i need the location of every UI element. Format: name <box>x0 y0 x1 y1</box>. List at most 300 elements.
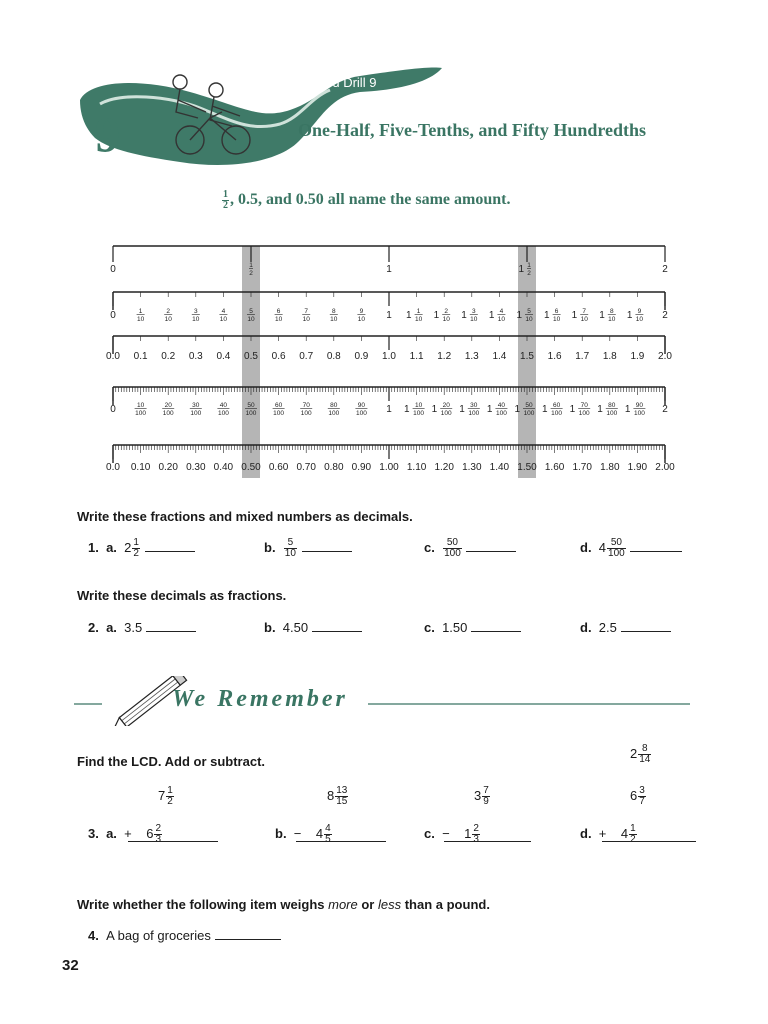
number-line-hundredths-fractions-label <box>135 402 147 417</box>
svg-text:1: 1 <box>416 308 421 315</box>
svg-text:0.3: 0.3 <box>188 351 203 362</box>
operator: + <box>124 825 132 841</box>
svg-text:100: 100 <box>328 410 340 417</box>
number-line-tenths-fractions-label <box>599 308 616 323</box>
svg-text:60: 60 <box>552 402 561 409</box>
number-line-tenths-decimals-label <box>575 351 589 362</box>
svg-text:1: 1 <box>461 310 467 321</box>
number-line-hundredths-fractions-label <box>162 402 174 417</box>
number-line-hundredths-decimals-label <box>131 462 151 473</box>
number-line-tenths-fractions-label <box>330 308 338 323</box>
svg-text:10: 10 <box>136 316 145 323</box>
svg-text:1.2: 1.2 <box>437 351 452 362</box>
svg-text:10: 10 <box>136 402 145 409</box>
svg-text:8: 8 <box>331 308 336 315</box>
number-line-hundredths-decimals-label <box>324 462 344 473</box>
svg-text:1: 1 <box>571 310 578 321</box>
answer-blank[interactable] <box>146 631 196 632</box>
number-line-tenths-fractions-label <box>489 308 506 323</box>
svg-text:1.6: 1.6 <box>547 351 562 362</box>
svg-text:2.00: 2.00 <box>655 462 675 473</box>
number-line-tenths-decimals-label <box>382 351 396 362</box>
svg-text:10: 10 <box>470 316 478 323</box>
sum-line <box>128 841 218 842</box>
svg-text:1: 1 <box>542 404 548 415</box>
svg-text:1: 1 <box>488 310 495 321</box>
problem-3d-bottom: d. + 4 $\frac{1}{2}$ <box>580 823 636 845</box>
svg-text:1.80: 1.80 <box>600 462 620 473</box>
number-line-hundredths-decimals-label <box>407 462 427 473</box>
svg-text:1.50: 1.50 <box>517 462 537 473</box>
fraction: $\frac{5}{10}$ <box>284 537 296 559</box>
svg-text:100: 100 <box>551 410 563 417</box>
number-line-hundredths-fractions-label <box>432 402 453 417</box>
number-line-tenths-decimals-label <box>492 351 506 362</box>
svg-text:100: 100 <box>523 410 535 417</box>
svg-text:10: 10 <box>635 316 644 323</box>
svg-text:2: 2 <box>444 308 449 315</box>
svg-text:20: 20 <box>442 402 450 409</box>
number-line-tenths-fractions-label <box>572 308 589 323</box>
number-line-hundredths-fractions-label <box>300 402 312 417</box>
item-label: c. <box>424 620 435 635</box>
number-line-hundredths-fractions-label <box>597 402 618 417</box>
item-label: c. <box>424 825 435 841</box>
svg-text:0.80: 0.80 <box>324 462 344 473</box>
number-line-hundredths-fractions-label <box>570 402 591 417</box>
number-line-tenths-fractions-label <box>110 310 116 321</box>
svg-text:100: 100 <box>633 410 645 417</box>
svg-text:100: 100 <box>190 410 202 417</box>
svg-text:0.2: 0.2 <box>161 351 176 362</box>
number-line-tenths-fractions-label <box>164 308 172 323</box>
svg-text:0.5: 0.5 <box>244 351 258 362</box>
svg-text:2.0: 2.0 <box>658 351 672 362</box>
svg-text:100: 100 <box>135 410 147 417</box>
number-line-hundredths-decimals-label <box>490 462 510 473</box>
item-label: d. <box>580 620 592 635</box>
svg-text:1: 1 <box>624 404 631 415</box>
svg-text:10: 10 <box>219 316 228 323</box>
svg-text:10: 10 <box>608 316 616 323</box>
problem-1b <box>264 538 352 559</box>
svg-text:8: 8 <box>609 308 614 315</box>
problem-number: 1. <box>88 539 99 555</box>
instruction-4: Write whether the following item weighs more or less than a pound. <box>77 897 490 912</box>
number-line-hundredths-decimals-label <box>462 462 482 473</box>
svg-text:40: 40 <box>497 402 506 409</box>
svg-text:1: 1 <box>514 404 520 415</box>
svg-text:1.00: 1.00 <box>379 462 399 473</box>
svg-text:60: 60 <box>274 402 283 409</box>
number-line-hundredths-decimals-label <box>106 462 120 473</box>
number-line-hundredths-fractions-label <box>386 404 392 415</box>
svg-text:1: 1 <box>386 310 392 321</box>
svg-text:2: 2 <box>662 264 668 275</box>
problem-2a <box>88 620 196 635</box>
problem-3d-extra <box>630 744 652 765</box>
svg-text:100: 100 <box>162 410 174 417</box>
svg-text:30: 30 <box>192 402 200 409</box>
svg-text:1: 1 <box>404 404 410 415</box>
svg-text:1: 1 <box>433 310 440 321</box>
svg-text:9: 9 <box>359 308 364 315</box>
problem-3a-bottom: 3. a. + 6 $\frac{2}{3}$ <box>88 823 161 845</box>
svg-text:10: 10 <box>247 316 255 323</box>
svg-text:0.8: 0.8 <box>326 351 341 362</box>
svg-text:0.1: 0.1 <box>133 351 148 362</box>
svg-text:1: 1 <box>406 310 412 321</box>
number-line-tenths-decimals-label <box>520 351 534 362</box>
sum-line <box>444 841 531 842</box>
svg-text:0.6: 0.6 <box>271 351 286 362</box>
number-line-tenths-decimals-label <box>244 351 258 362</box>
svg-text:1.70: 1.70 <box>572 462 592 473</box>
svg-text:1.90: 1.90 <box>627 462 648 473</box>
number-line-tenths-decimals-label <box>272 351 286 362</box>
speed-drill-label: Speed Drill 9 <box>302 75 377 90</box>
number-line-tenths-decimals-label <box>437 351 451 362</box>
svg-text:9: 9 <box>637 308 642 315</box>
decimal-value: 1.50 <box>442 620 468 635</box>
svg-text:1: 1 <box>386 264 392 275</box>
number-line-hundredths-fractions-label <box>542 402 563 417</box>
number-line-hundredths-decimals-label <box>434 462 454 473</box>
problem-number: 3. <box>88 825 99 841</box>
whole-number: 2 <box>124 539 132 555</box>
item-label: a. <box>106 539 117 555</box>
number-line-tenths-decimals-label <box>410 351 424 362</box>
number-line-hundredths-fractions-label <box>514 402 535 417</box>
svg-text:10: 10 <box>414 402 423 409</box>
whole-number: 4 <box>598 539 607 555</box>
problem-2b <box>264 620 362 635</box>
svg-text:7: 7 <box>582 308 587 315</box>
svg-text:10: 10 <box>357 316 366 323</box>
svg-text:0.30: 0.30 <box>186 462 206 473</box>
number-line-hundredths-decimals-label <box>269 462 289 473</box>
svg-text:1.7: 1.7 <box>575 351 590 362</box>
fraction: $\frac{1}{2}$ <box>133 537 139 559</box>
item-label: d. <box>580 825 592 841</box>
svg-text:10: 10 <box>330 316 338 323</box>
svg-text:0.60: 0.60 <box>268 462 289 473</box>
svg-text:1.30: 1.30 <box>462 462 482 473</box>
item-text: A bag of groceries <box>106 928 211 943</box>
number-line-hundredths-decimals-label <box>628 462 648 473</box>
svg-text:1: 1 <box>518 264 524 275</box>
svg-text:0: 0 <box>110 310 116 321</box>
operator: + <box>598 825 607 841</box>
svg-text:6: 6 <box>276 308 281 315</box>
number-line-tenths-fractions-label <box>627 308 644 323</box>
svg-text:10: 10 <box>525 316 533 323</box>
svg-text:2: 2 <box>662 310 668 321</box>
lesson-title: One-Half, Five-Tenths, and Fifty Hundredths <box>298 120 647 140</box>
number-line-hundredths-fractions-label <box>662 404 668 415</box>
answer-blank[interactable] <box>630 551 682 552</box>
number-line-hundredths-decimals-label <box>352 462 372 473</box>
problem-2c <box>424 620 521 635</box>
number-line-tenths-decimals-label <box>465 351 479 362</box>
svg-text:1.40: 1.40 <box>489 462 510 473</box>
item-label: d. <box>580 539 592 555</box>
svg-text:0.9: 0.9 <box>354 351 369 362</box>
svg-text:70: 70 <box>580 402 588 409</box>
problem-3a-top: 7 $\frac{1}{2}$ <box>158 785 173 807</box>
svg-text:1.1: 1.1 <box>409 351 424 362</box>
svg-text:1.3: 1.3 <box>464 351 479 362</box>
svg-text:10: 10 <box>164 316 172 323</box>
number-line-hundredths-fractions-label <box>355 402 367 417</box>
number-line-tenths-decimals-label <box>548 351 562 362</box>
item-label: c. <box>424 539 435 555</box>
number-line-halves-label <box>662 264 668 275</box>
svg-text:1: 1 <box>597 404 603 415</box>
svg-text:0.40: 0.40 <box>213 462 234 473</box>
number-line-hundredths-decimals <box>113 445 665 463</box>
problem-number: 4. <box>88 928 99 943</box>
fraction: $\frac{50}{100}$ <box>444 537 461 559</box>
problem-3b-bottom: b. − 4 $\frac{4}{5}$ <box>275 823 331 845</box>
sum-line <box>602 841 696 842</box>
svg-text:1: 1 <box>569 404 576 415</box>
number-line-tenths-decimals-label <box>603 351 617 362</box>
operator: − <box>442 825 450 841</box>
number-line-hundredths-fractions-label <box>459 402 480 417</box>
fraction: $\frac{8}{14}$ <box>639 743 651 765</box>
svg-text:4: 4 <box>221 308 226 315</box>
svg-text:100: 100 <box>245 410 257 417</box>
number-line-tenths-decimals-label <box>630 351 644 362</box>
number-line-hundredths-fractions-label <box>625 402 646 417</box>
svg-text:1.8: 1.8 <box>602 351 617 362</box>
svg-text:10: 10 <box>497 316 506 323</box>
number-line-tenths-decimals-label <box>106 351 120 362</box>
svg-text:0.4: 0.4 <box>216 351 231 362</box>
number-line-halves <box>113 246 665 262</box>
svg-text:0.0: 0.0 <box>106 462 120 473</box>
item-label: a. <box>106 620 117 635</box>
problem-1d <box>580 538 682 559</box>
lesson-number: 9 <box>95 106 120 162</box>
svg-text:100: 100 <box>495 410 507 417</box>
svg-text:2: 2 <box>527 270 531 277</box>
svg-text:10: 10 <box>274 316 283 323</box>
svg-text:100: 100 <box>606 410 618 417</box>
svg-text:7: 7 <box>304 308 309 315</box>
highlight-band <box>242 246 260 478</box>
instruction-3: Find the LCD. Add or subtract. <box>77 754 266 769</box>
number-line-hundredths-decimals-label <box>379 462 399 473</box>
number-line-tenths-decimals-label <box>299 351 313 362</box>
svg-text:30: 30 <box>470 402 478 409</box>
problem-2d <box>580 620 671 635</box>
svg-text:50: 50 <box>247 402 255 409</box>
decimal-value: 3.5 <box>124 620 143 635</box>
item-label: b. <box>275 825 287 841</box>
svg-text:1.5: 1.5 <box>520 351 534 362</box>
svg-text:70: 70 <box>302 402 310 409</box>
number-line-hundredths-decimals-label <box>186 462 206 473</box>
item-label: a. <box>106 825 117 841</box>
instruction-2: Write these decimals as fractions. <box>77 588 287 603</box>
number-line-hundredths-fractions-label <box>110 404 116 415</box>
svg-text:0.70: 0.70 <box>296 462 316 473</box>
svg-text:1.20: 1.20 <box>434 462 454 473</box>
svg-text:1: 1 <box>249 262 253 269</box>
svg-text:10: 10 <box>442 316 450 323</box>
svg-text:1: 1 <box>544 310 550 321</box>
item-label: b. <box>264 620 276 635</box>
answer-blank[interactable] <box>312 631 362 632</box>
svg-text:100: 100 <box>413 410 425 417</box>
decimal-value: 4.50 <box>282 620 309 635</box>
svg-text:1: 1 <box>486 404 493 415</box>
svg-text:5: 5 <box>527 308 531 315</box>
answer-blank[interactable] <box>145 551 195 552</box>
number-line-halves-label <box>249 262 253 277</box>
number-line-hundredths-fractions-label <box>404 402 425 417</box>
number-line-tenths-fractions-label <box>544 308 561 323</box>
svg-text:1.4: 1.4 <box>492 351 507 362</box>
sum-line <box>296 841 386 842</box>
answer-blank[interactable] <box>302 551 352 552</box>
we-remember-banner <box>74 676 694 726</box>
svg-text:10: 10 <box>302 316 310 323</box>
number-line-hundredths-fractions-label <box>190 402 202 417</box>
number-line-hundredths-fractions-label <box>487 402 508 417</box>
svg-text:1: 1 <box>138 308 143 315</box>
svg-text:1: 1 <box>431 404 438 415</box>
svg-text:2: 2 <box>166 308 171 315</box>
number-line-tenths-decimals-label <box>327 351 341 362</box>
problem-4 <box>88 928 281 943</box>
number-line-tenths-fractions-label <box>302 308 310 323</box>
highlight-band <box>518 246 536 478</box>
number-line-tenths-fractions-label <box>192 308 200 323</box>
svg-text:90: 90 <box>635 402 644 409</box>
svg-text:1.9: 1.9 <box>630 351 645 362</box>
number-line-tenths-fractions-label <box>461 308 478 323</box>
svg-text:10: 10 <box>552 316 561 323</box>
number-line-hundredths-fractions-label <box>217 402 229 417</box>
page-number: 32 <box>62 957 79 974</box>
number-line-hundredths-decimals-label <box>572 462 592 473</box>
svg-text:10: 10 <box>414 316 423 323</box>
answer-blank[interactable] <box>471 631 521 632</box>
number-line-hundredths-decimals-label <box>296 462 316 473</box>
svg-text:1.0: 1.0 <box>382 351 396 362</box>
number-line-hundredths-decimals-label <box>517 462 537 473</box>
whole-number: 2 <box>630 745 638 761</box>
svg-text:6: 6 <box>554 308 559 315</box>
subtitle-text: , 0.5, and 0.50 all name the same amount. <box>230 191 511 209</box>
svg-text:2: 2 <box>662 404 668 415</box>
problem-3c-bottom: c. − 1 $\frac{2}{3}$ <box>424 823 479 845</box>
svg-text:0.20: 0.20 <box>158 462 178 473</box>
svg-text:4: 4 <box>499 308 504 315</box>
svg-text:1.10: 1.10 <box>406 462 427 473</box>
problem-1 <box>88 538 195 559</box>
svg-text:40: 40 <box>219 402 228 409</box>
number-line-tenths-fractions-label <box>434 308 451 323</box>
decimal-value: 2.5 <box>598 620 617 635</box>
svg-text:0.50: 0.50 <box>241 462 261 473</box>
svg-text:1: 1 <box>599 310 605 321</box>
number-lines <box>0 0 768 490</box>
svg-text:80: 80 <box>608 402 616 409</box>
number-line-hundredths-decimals-label <box>241 462 261 473</box>
problem-3d-top: 6 $\frac{3}{7}$ <box>630 785 645 807</box>
svg-text:5: 5 <box>249 308 253 315</box>
problem-3c-top: 3 $\frac{7}{9}$ <box>474 785 489 807</box>
svg-text:80: 80 <box>330 402 338 409</box>
svg-text:0: 0 <box>110 404 116 415</box>
number-line-tenths-fractions-label <box>406 308 423 323</box>
svg-text:20: 20 <box>164 402 172 409</box>
number-line-tenths-fractions-label <box>137 308 145 323</box>
svg-text:100: 100 <box>440 410 452 417</box>
svg-text:100: 100 <box>300 410 312 417</box>
svg-text:1: 1 <box>516 310 522 321</box>
number-line-tenths-fractions-label <box>275 308 283 323</box>
answer-blank[interactable] <box>621 631 671 632</box>
svg-text:3: 3 <box>471 308 476 315</box>
svg-text:0: 0 <box>110 264 116 275</box>
number-line-hundredths-decimals-label <box>214 462 234 473</box>
we-remember-title: We Remember <box>172 686 348 712</box>
svg-text:1: 1 <box>459 404 465 415</box>
number-line-hundredths-fractions-label <box>328 402 340 417</box>
svg-text:100: 100 <box>217 410 229 417</box>
number-line-tenths-fractions-label <box>357 308 365 323</box>
svg-text:100: 100 <box>273 410 285 417</box>
svg-text:90: 90 <box>357 402 366 409</box>
number-line-hundredths-decimals-label <box>600 462 620 473</box>
svg-text:10: 10 <box>580 316 588 323</box>
svg-text:2: 2 <box>249 270 253 277</box>
answer-blank[interactable] <box>215 939 281 940</box>
problem-3b-top: 8 $\frac{13}{15}$ <box>327 785 348 807</box>
number-line-hundredths-fractions-label <box>273 402 285 417</box>
instruction-1: Write these fractions and mixed numbers as decimals. <box>77 509 413 524</box>
number-line-tenths-fractions-label <box>219 308 227 323</box>
number-line-halves-label <box>110 264 116 275</box>
number-line-halves-label <box>386 264 392 275</box>
operator: − <box>293 825 302 841</box>
number-line-tenths-fractions-label <box>386 310 392 321</box>
svg-text:0.0: 0.0 <box>106 351 120 362</box>
number-line-hundredths-decimals-label <box>655 462 675 473</box>
problem-number: 2. <box>88 620 99 635</box>
svg-text:100: 100 <box>468 410 480 417</box>
item-label: b. <box>264 539 276 555</box>
number-line-hundredths-decimals-label <box>158 462 178 473</box>
svg-text:0.7: 0.7 <box>299 351 314 362</box>
svg-text:50: 50 <box>525 402 533 409</box>
number-line-tenths-decimals-label <box>658 351 672 362</box>
svg-text:1: 1 <box>386 404 392 415</box>
fraction: $\frac{50}{100}$ <box>608 537 625 559</box>
svg-text:3: 3 <box>193 308 198 315</box>
number-line-tenths-decimals-label <box>189 351 203 362</box>
svg-text:1: 1 <box>626 310 633 321</box>
svg-text:100: 100 <box>578 410 590 417</box>
number-line-tenths-decimals-label <box>216 351 230 362</box>
number-line-tenths-decimals-label <box>161 351 175 362</box>
answer-blank[interactable] <box>466 551 516 552</box>
